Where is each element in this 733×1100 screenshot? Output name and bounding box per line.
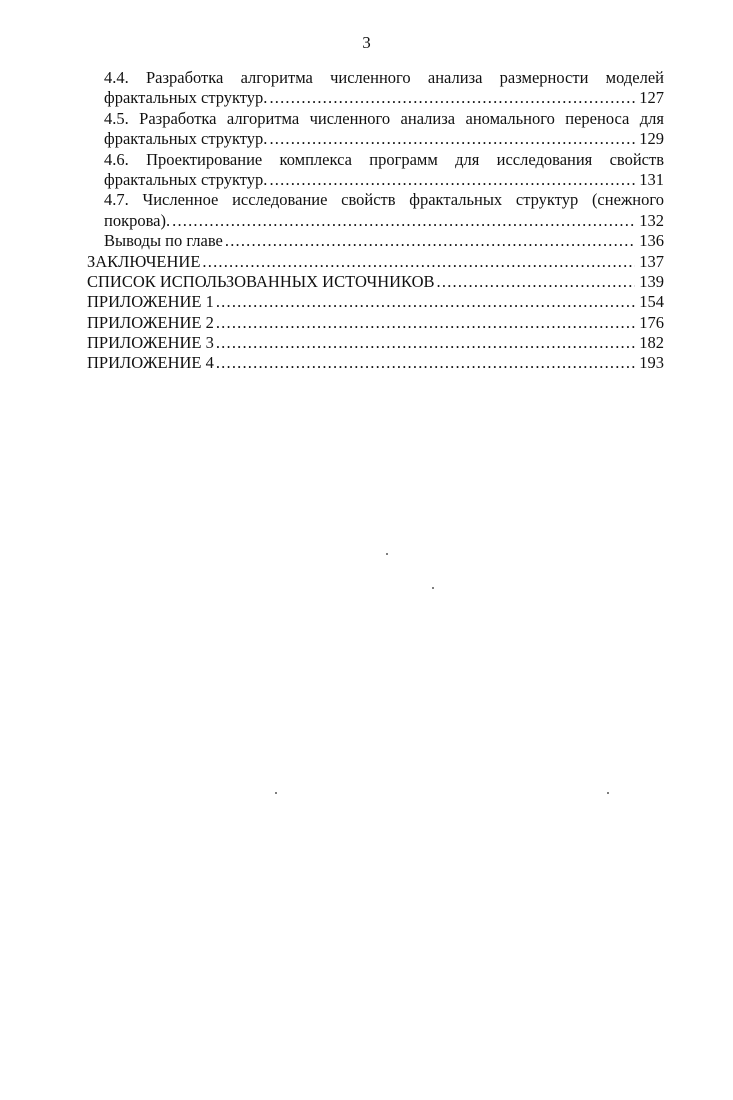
toc-entry-text-line: Выводы по главе [104, 231, 223, 251]
toc-entry-text-line: ЗАКЛЮЧЕНИЕ [87, 251, 201, 271]
toc-page-number: 137 [639, 251, 664, 271]
toc-entry-references [87, 272, 664, 292]
toc-entry-text-line: покрова). [104, 210, 171, 230]
toc-page-number: 127 [639, 88, 664, 108]
toc-page-number: 129 [639, 129, 664, 149]
toc-entry-text-line: ПРИЛОЖЕНИЕ 2 [87, 312, 214, 332]
scan-speck [275, 792, 277, 794]
toc-entry-text-line: 4.4. Разработка алгоритма численного анализа размерности моделей [104, 68, 664, 87]
toc-page-number: 176 [639, 312, 664, 332]
dot-leader [216, 313, 635, 333]
table-of-contents [87, 68, 664, 374]
toc-entry-4-7 [87, 190, 664, 231]
dot-leader [225, 231, 635, 251]
dot-leader [269, 88, 635, 108]
toc-entry-appendix-2 [87, 313, 664, 333]
toc-entry-4-5 [87, 109, 664, 150]
toc-entry-appendix-4 [87, 353, 664, 373]
toc-entry-appendix-3 [87, 333, 664, 353]
toc-entry-text-line: ПРИЛОЖЕНИЕ 4 [87, 353, 214, 373]
scan-speck [607, 792, 609, 794]
toc-page-number: 136 [639, 231, 664, 251]
toc-entry-appendix-1 [87, 292, 664, 312]
toc-entry-chapter-conclusions [87, 231, 664, 251]
toc-entry-text-line: фрактальных структур. [104, 88, 268, 108]
toc-entry-text-line: СПИСОК ИСПОЛЬЗОВАННЫХ ИСТОЧНИКОВ [87, 271, 435, 291]
dot-leader [216, 292, 635, 312]
toc-entry-4-6 [87, 150, 664, 191]
toc-entry-text-line: фрактальных структур. [104, 169, 268, 189]
toc-page-number: 132 [639, 210, 664, 230]
scan-speck [432, 587, 434, 589]
toc-entry-text-line: 4.6. Проектирование комплекса программ для исследования свойств [104, 149, 664, 169]
dot-leader [216, 333, 635, 353]
dot-leader [269, 170, 635, 190]
dot-leader [172, 211, 635, 231]
toc-entry-4-4 [87, 68, 664, 109]
toc-entry-text-line: 4.7. Численное исследование свойств фрактальных структур (снежного [104, 190, 664, 210]
toc-page-number: 154 [639, 292, 664, 312]
toc-entry-text-line: фрактальных структур. [104, 129, 268, 149]
toc-entry-text-line: ПРИЛОЖЕНИЕ 3 [87, 333, 214, 353]
scan-speck [386, 553, 388, 555]
page-number: 3 [362, 33, 371, 52]
dot-leader [269, 129, 635, 149]
toc-page-number: 193 [639, 353, 664, 373]
toc-page-number: 131 [639, 169, 664, 189]
toc-page-number: 182 [639, 333, 664, 353]
toc-entry-conclusion [87, 252, 664, 272]
dot-leader [202, 252, 635, 272]
toc-page-number: 139 [639, 271, 664, 291]
dot-leader [437, 272, 636, 292]
toc-entry-text-line: 4.5. Разработка алгоритма численного анализа аномального переноса для [104, 108, 664, 128]
dot-leader [216, 353, 635, 373]
toc-entry-text-line: ПРИЛОЖЕНИЕ 1 [87, 292, 214, 312]
